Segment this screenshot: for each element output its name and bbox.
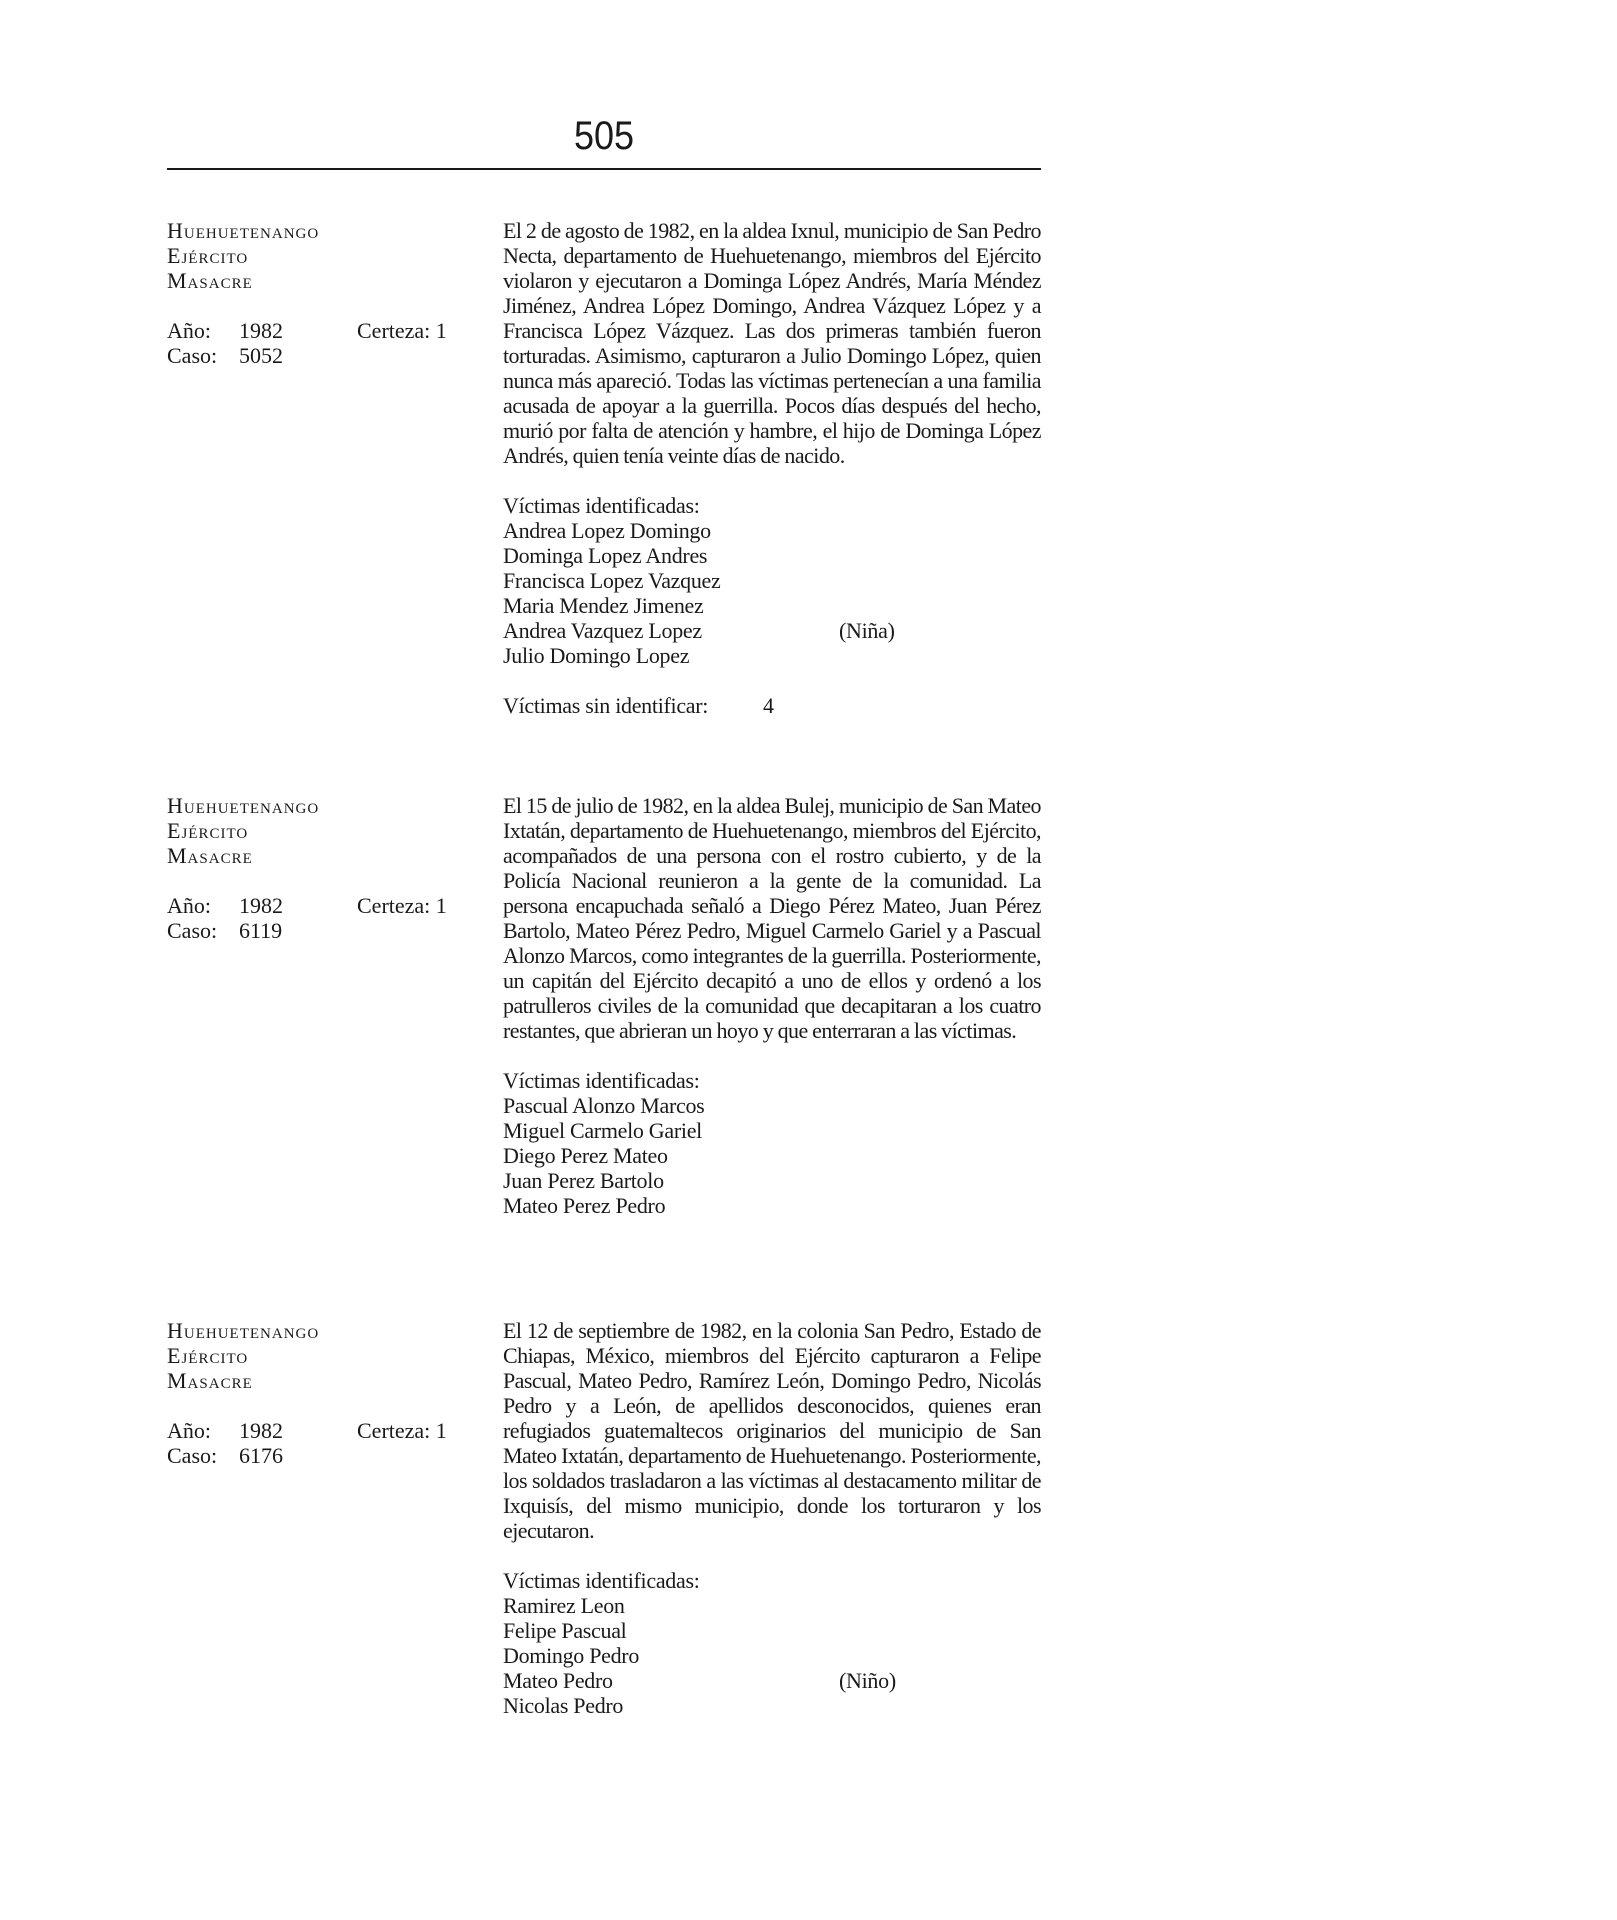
case-label: Caso:: [167, 918, 218, 943]
victim-row: [503, 1643, 1041, 1668]
year-value: 1982: [239, 318, 283, 343]
year-label: Año:: [167, 318, 211, 343]
case-body: [503, 218, 1041, 718]
unidentified-count: 4: [763, 693, 774, 718]
victim-row: [503, 593, 1041, 618]
victim-note: (Niña): [839, 618, 895, 643]
identified-victims-heading: Víctimas identificadas:: [503, 1568, 700, 1593]
page-number: 505: [573, 114, 635, 158]
case-metadata: [167, 218, 487, 368]
violation-label: Masacre: [167, 843, 253, 868]
department-label: Huehuetenango: [167, 218, 320, 243]
year-label: Año:: [167, 1418, 211, 1443]
victim-name: Dominga Lopez Andres: [503, 543, 708, 568]
victim-row: [503, 1193, 1041, 1218]
certainty-label: Certeza:: [357, 1418, 431, 1443]
certainty-value: 1: [435, 1418, 447, 1443]
victim-name: Nicolas Pedro: [503, 1693, 624, 1718]
unidentified-victims: [503, 693, 1041, 718]
violation-label: Masacre: [167, 268, 253, 293]
year-row: [167, 318, 487, 343]
violation-label: Masacre: [167, 1368, 253, 1393]
case-number: 6176: [239, 1443, 283, 1468]
department-label: Huehuetenango: [167, 1318, 320, 1343]
case-body: [503, 1318, 1041, 1718]
victim-row: [503, 1693, 1041, 1718]
victim-row: [503, 643, 1041, 668]
year-row: [167, 1418, 487, 1443]
victim-row: [503, 1118, 1041, 1143]
identified-victims-heading: Víctimas identificadas:: [503, 493, 700, 518]
victim-name: Mateo Pedro: [503, 1668, 613, 1693]
victim-name: Diego Perez Mateo: [503, 1143, 668, 1168]
perpetrator-label: Ejército: [167, 818, 249, 843]
victim-name: Felipe Pascual: [503, 1618, 627, 1643]
perpetrator-label: Ejército: [167, 1343, 249, 1368]
case-number-row: [167, 918, 487, 943]
year-row: [167, 893, 487, 918]
year-label: Año:: [167, 893, 211, 918]
case-number: 6119: [239, 918, 283, 943]
department-label: Huehuetenango: [167, 793, 320, 818]
case-metadata: [167, 1318, 487, 1468]
victim-name: Pascual Alonzo Marcos: [503, 1093, 705, 1118]
unidentified-label: Víctimas sin identificar:: [503, 693, 709, 718]
victim-row: [503, 518, 1041, 543]
case-label: Caso:: [167, 1443, 218, 1468]
case-number-row: [167, 343, 487, 368]
year-value: 1982: [239, 1418, 283, 1443]
certainty-value: 1: [435, 318, 447, 343]
victim-name: Ramirez Leon: [503, 1593, 625, 1618]
victim-row: [503, 1593, 1041, 1618]
case-label: Caso:: [167, 343, 218, 368]
case-body: [503, 793, 1041, 1218]
certainty: [357, 1418, 447, 1443]
case-number: 5052: [239, 343, 283, 368]
perpetrator-label: Ejército: [167, 243, 249, 268]
victim-name: Francisca Lopez Vazquez: [503, 568, 721, 593]
case-description: El 12 de septiembre de 1982, en la colonia San Pedro, Estado de Chiapas, México, miembros del Ejército capturaron a Felipe Pascual, Mateo Pedro, Ramírez León, Domingo Pedro, Nicolás Pedro y a León, de apellidos desconocidos, quienes eran refugiados guatemaltecos originarios del municipio de San Mateo Ixtatán, departamento de Huehuetenango. Posteriormente, los soldados trasladaron a las víctimas al destacamento militar de Ixquisís, del mismo municipio, donde los torturaron y los ejecutaron.: [503, 1318, 1041, 1543]
certainty: [357, 893, 447, 918]
victim-row: [503, 1093, 1041, 1118]
victim-name: Andrea Vazquez Lopez: [503, 618, 702, 643]
case-metadata: [167, 793, 487, 943]
certainty-value: 1: [435, 893, 447, 918]
victim-row: [503, 1618, 1041, 1643]
victim-row: [503, 1668, 1041, 1693]
identified-victims-heading: Víctimas identificadas:: [503, 1068, 700, 1093]
victim-name: Andrea Lopez Domingo: [503, 518, 711, 543]
case-number-row: [167, 1443, 487, 1468]
victim-name: Maria Mendez Jimenez: [503, 593, 704, 618]
header-rule: [167, 168, 1041, 170]
case-description: El 15 de julio de 1982, en la aldea Bulej, municipio de San Mateo Ixtatán, departamento de Huehuetenango, miembros del Ejército, acompañados de una persona con el rostro cubierto, y de la Policía Nacional reunieron a la gente de la comunidad. La persona encapuchada señaló a Diego Pérez Mateo, Juan Pérez Bartolo, Mateo Pérez Pedro, Miguel Carmelo Gariel y a Pascual Alonzo Marcos, como integrantes de la guerrilla. Posteriormente, un capitán del Ejército decapitó a uno de ellos y ordenó a los patrulleros civiles de la comunidad que decapitaran a los cuatro restantes, que abrieran un hoyo y que enterraran a las víctimas.: [503, 793, 1041, 1043]
victim-row: [503, 1143, 1041, 1168]
victim-note: (Niño): [839, 1668, 896, 1693]
certainty-label: Certeza:: [357, 893, 431, 918]
victim-row: [503, 568, 1041, 593]
victim-row: [503, 1168, 1041, 1193]
victim-name: Miguel Carmelo Gariel: [503, 1118, 702, 1143]
victim-row: [503, 543, 1041, 568]
victim-name: Julio Domingo Lopez: [503, 643, 690, 668]
certainty: [357, 318, 447, 343]
year-value: 1982: [239, 893, 283, 918]
case-description: El 2 de agosto de 1982, en la aldea Ixnul, municipio de San Pedro Necta, departamento de Huehuetenango, miembros del Ejército violaron y ejecutaron a Dominga López Andrés, María Méndez Jiménez, Andrea López Domingo, Andrea Vázquez López y a Francisca López Vázquez. Las dos primeras también fueron torturadas. Asimismo, capturaron a Julio Domingo López, quien nunca más apareció. Todas las víctimas pertenecían a una familia acusada de apoyar a la guerrilla. Pocos días después del hecho, murió por falta de atención y hambre, el hijo de Dominga López Andrés, quien tenía veinte días de nacido.: [503, 218, 1041, 468]
victim-name: Mateo Perez Pedro: [503, 1193, 666, 1218]
victim-name: Domingo Pedro: [503, 1643, 640, 1668]
certainty-label: Certeza:: [357, 318, 431, 343]
victim-name: Juan Perez Bartolo: [503, 1168, 664, 1193]
victim-row: [503, 618, 1041, 643]
